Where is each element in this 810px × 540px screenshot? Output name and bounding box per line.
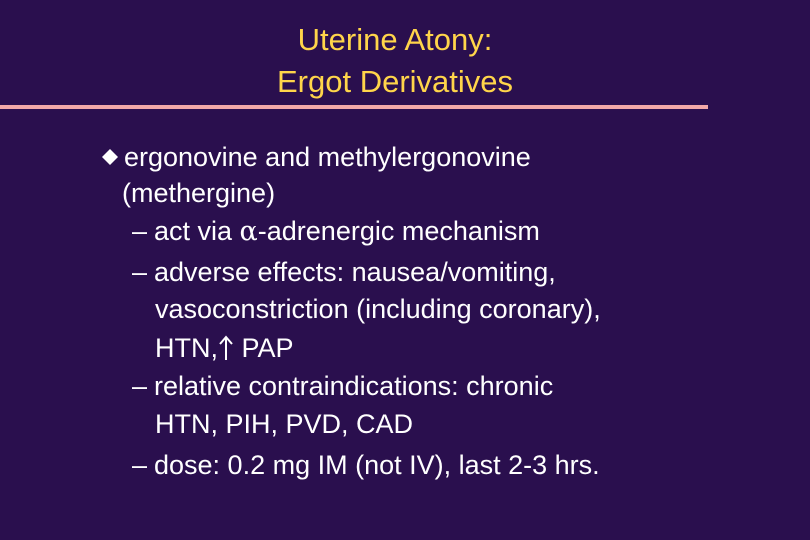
subpoint-dose [132,448,600,482]
subpoint-contra-text-1: relative contraindications: chronic [154,371,554,401]
subpoint-adverse-line-3-prefix: HTN, [155,333,218,363]
slide-title-line-2: Ergot Derivatives [276,64,514,99]
diamond-bullet-icon [101,148,119,166]
subpoint-adverse-text-1: adverse effects: nausea/vomiting, [154,257,556,287]
subpoint-act-prefix: act via [154,216,240,246]
dash-marker: – [132,371,148,401]
up-arrow-icon [218,335,234,361]
subpoint-adverse-line-3-suffix: PAP [234,333,294,363]
bullet-text-line-1: ergonovine and methylergonovine [124,142,531,172]
dash-marker: – [132,257,148,287]
dash-marker: – [132,450,148,480]
subpoint-adverse-line-2: vasoconstriction (including coronary), [155,294,601,324]
subpoint-dose-text: dose: 0.2 mg IM (not IV), last 2-3 hrs. [154,450,600,480]
subpoint-contra-line-2: HTN, PIH, PVD, CAD [155,409,414,439]
subpoint-adverse-line-3 [155,331,294,365]
subpoint-contra-line-1 [132,369,553,403]
subpoint-act-suffix: -adrenergic mechanism [257,216,540,246]
bullet-text-line-2: (methergine) [122,178,276,208]
alpha-symbol: α [239,216,258,247]
dash-marker: – [132,216,148,246]
subpoint-adverse-line-1 [132,255,556,289]
title-underline [0,105,708,109]
subpoint-act [132,214,540,249]
slide-title-line-1: Uterine Atony: [297,22,493,57]
